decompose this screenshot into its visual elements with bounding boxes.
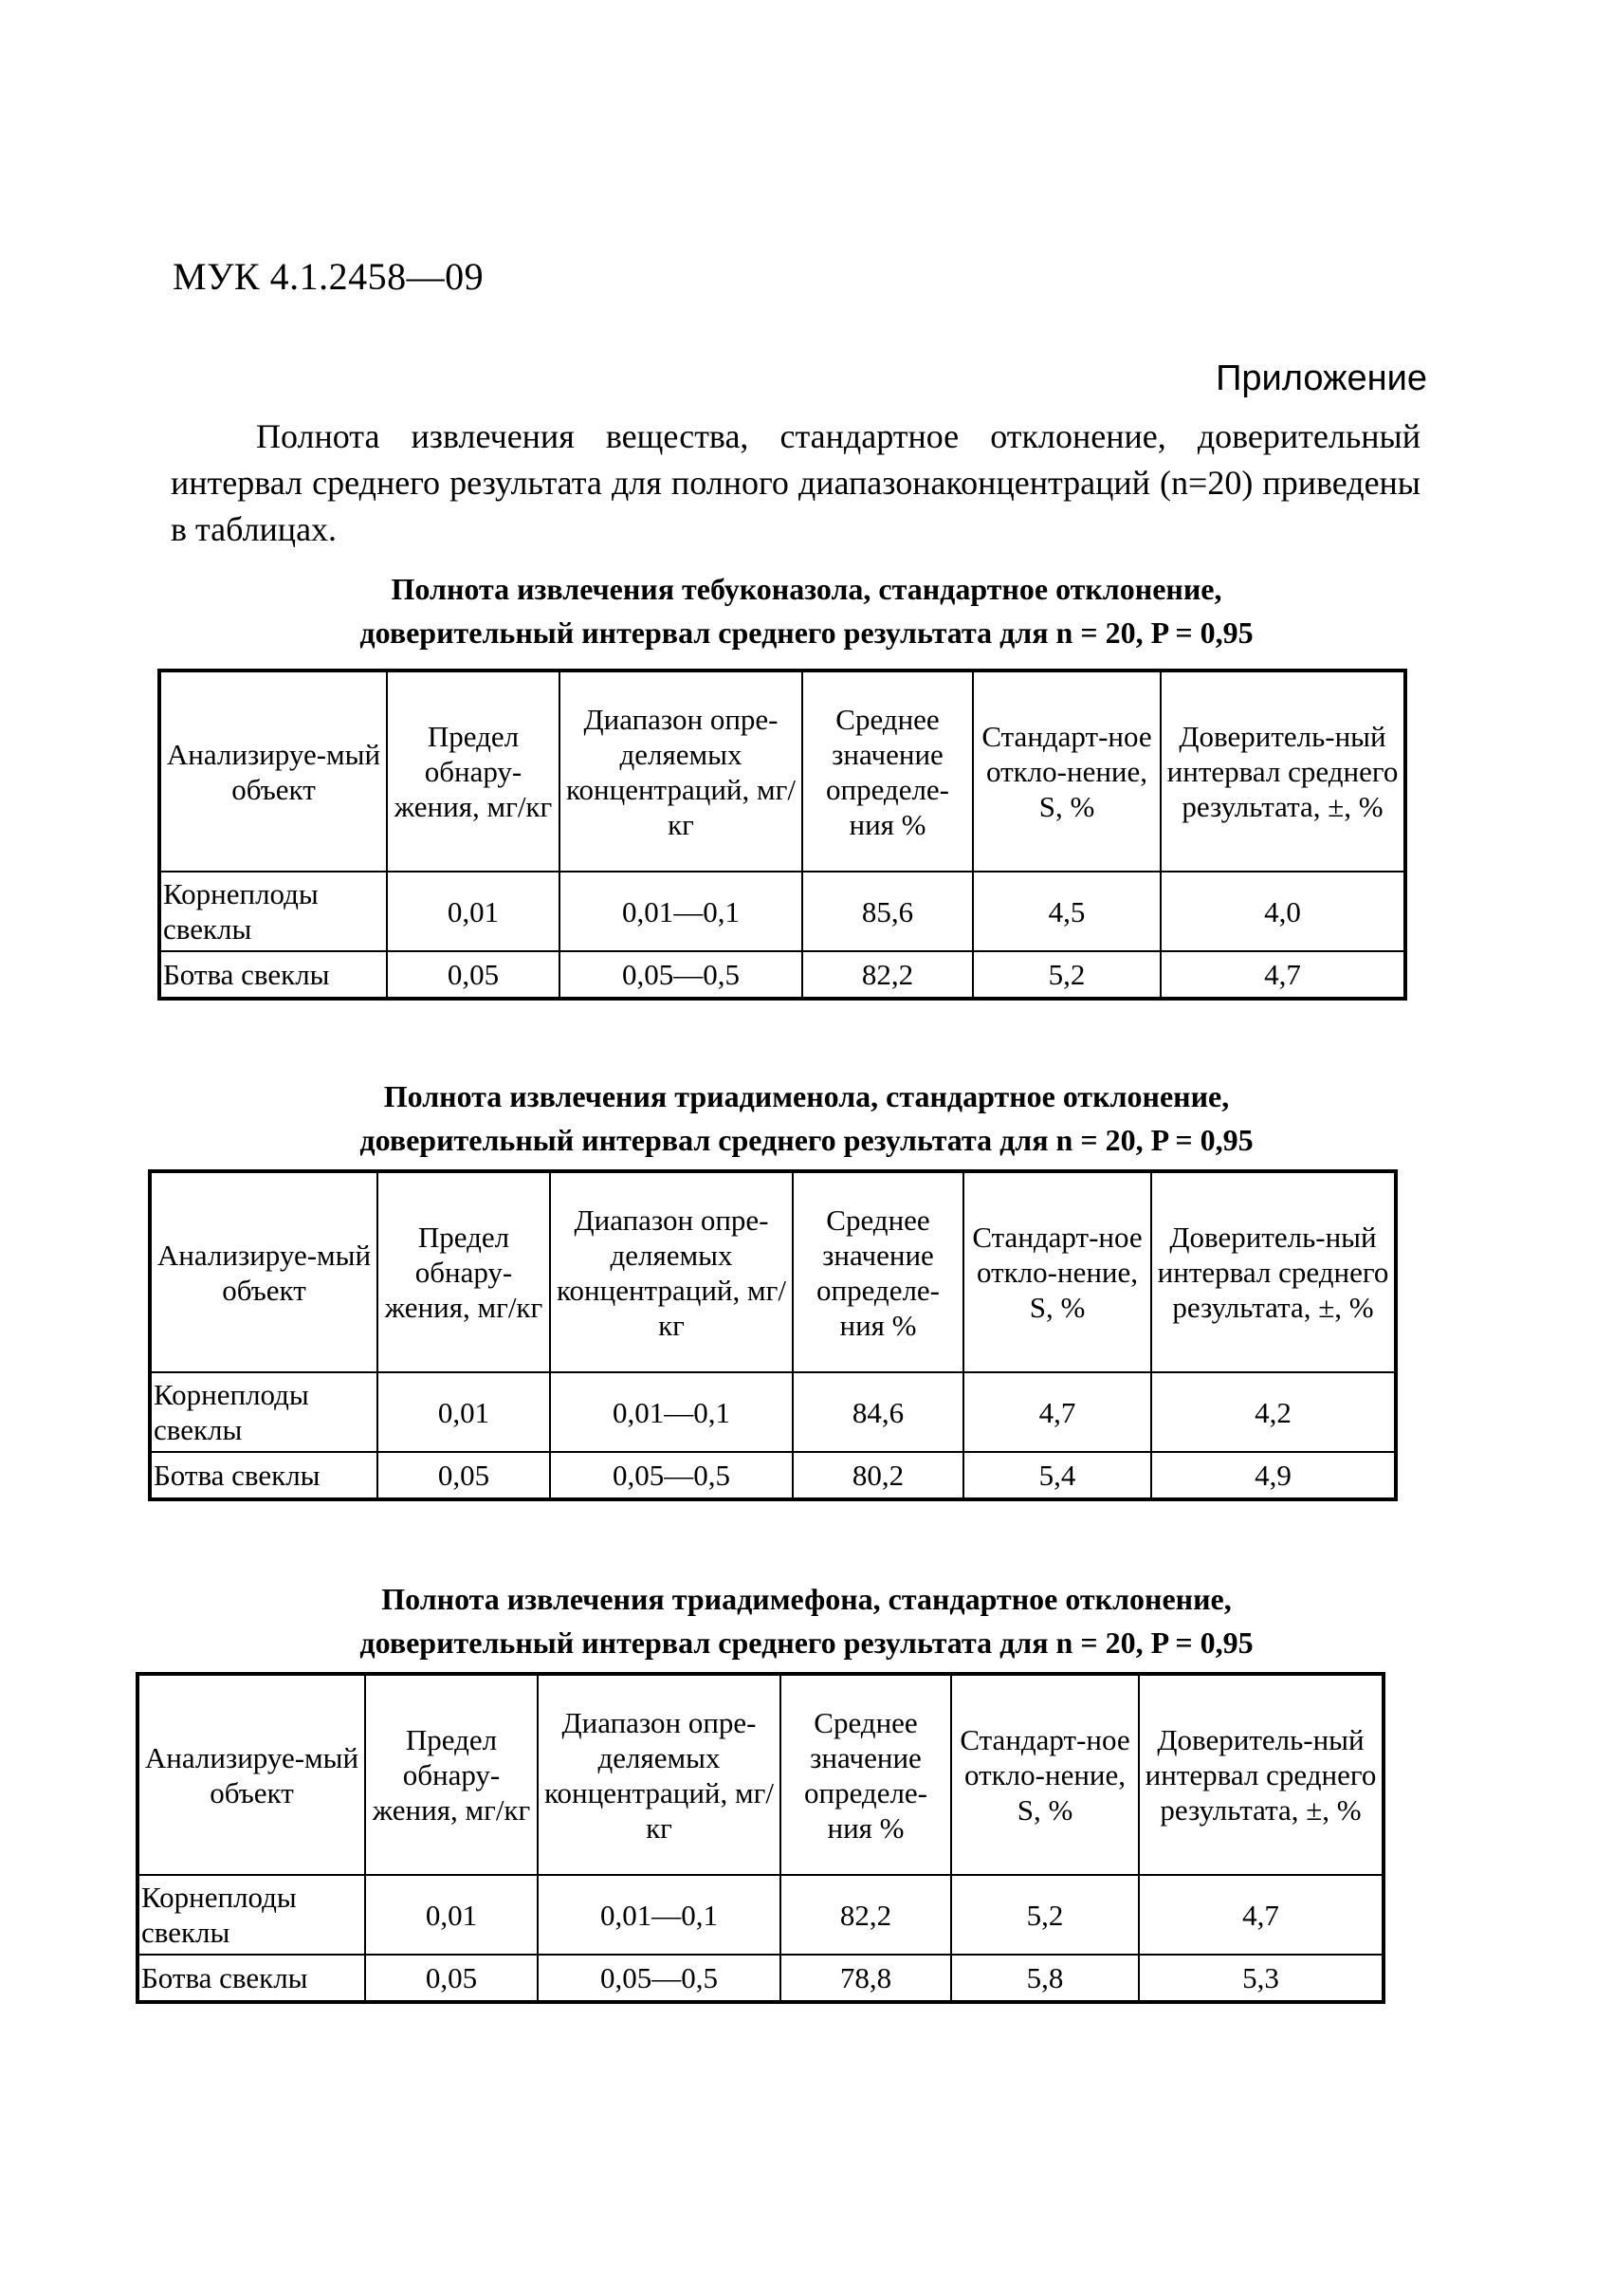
table-header-row <box>159 670 1405 872</box>
column-header: Предел обнару-жения, мг/кг <box>387 670 559 872</box>
table-cell: 82,2 <box>780 1875 951 1955</box>
column-header: Диапазон опре-деляемых концентраций, мг/кг <box>550 1171 793 1372</box>
column-header: Стандарт-ное откло-нение, S, % <box>973 670 1161 872</box>
table-caption <box>0 1577 1613 1664</box>
table-cell: 0,01 <box>387 872 559 951</box>
table-cell: 4,7 <box>963 1372 1151 1452</box>
results-table <box>157 669 1407 1001</box>
column-header: Доверитель-ный интервал среднего результата, ±, % <box>1151 1171 1396 1372</box>
column-header: Предел обнару-жения, мг/кг <box>365 1674 538 1875</box>
table-cell: 4,7 <box>1139 1875 1384 1955</box>
column-header: Среднее значение определе-ния % <box>793 1171 963 1372</box>
table-cell: 0,05—0,5 <box>559 951 802 999</box>
table-cell: 5,2 <box>951 1875 1139 1955</box>
table-cell: 85,6 <box>802 872 973 951</box>
table-cell: 5,3 <box>1139 1955 1384 2002</box>
results-table <box>148 1169 1398 1501</box>
table-cell: 0,01 <box>377 1372 550 1452</box>
table-cell: 0,01—0,1 <box>559 872 802 951</box>
table-cell: 4,7 <box>1161 951 1405 999</box>
caption-line: Полнота извлечения триадимефона, стандартное отклонение, <box>381 1582 1232 1616</box>
column-header: Доверитель-ный интервал среднего результата, ±, % <box>1161 670 1405 872</box>
table-cell: 4,5 <box>973 872 1161 951</box>
table-cell: Корнеплоды свеклы <box>137 1875 365 1955</box>
table-cell: Корнеплоды свеклы <box>150 1372 377 1452</box>
column-header: Среднее значение определе-ния % <box>802 670 973 872</box>
table-cell: Ботва свеклы <box>137 1955 365 2002</box>
column-header: Доверитель-ный интервал среднего результата, ±, % <box>1139 1674 1384 1875</box>
table-cell: 5,2 <box>973 951 1161 999</box>
table-header-row <box>137 1674 1384 1875</box>
table-cell: Ботва свеклы <box>150 1452 377 1499</box>
table-cell: Ботва свеклы <box>159 951 387 999</box>
table-cell: 80,2 <box>793 1452 963 1499</box>
table-cell: 0,01—0,1 <box>550 1372 793 1452</box>
table-cell: 5,8 <box>951 1955 1139 2002</box>
table-cell: 4,9 <box>1151 1452 1396 1499</box>
caption-line: Полнота извлечения тебуконазола, стандартное отклонение, <box>391 572 1222 606</box>
table-row <box>159 872 1405 951</box>
table-header-row <box>150 1171 1396 1372</box>
caption-line: Полнота извлечения триадименола, стандартное отклонение, <box>383 1079 1230 1113</box>
table-cell: 4,0 <box>1161 872 1405 951</box>
table-cell: 84,6 <box>793 1372 963 1452</box>
table-cell: 78,8 <box>780 1955 951 2002</box>
table-cell: 0,05—0,5 <box>550 1452 793 1499</box>
column-header: Стандарт-ное откло-нение, S, % <box>951 1674 1139 1875</box>
table-cell: 0,05 <box>365 1955 538 2002</box>
column-header: Стандарт-ное откло-нение, S, % <box>963 1171 1151 1372</box>
table-caption <box>0 1075 1613 1162</box>
table-row <box>137 1955 1384 2002</box>
caption-line: доверительный интервал среднего результата для n = 20, P = 0,95 <box>359 1123 1254 1157</box>
intro-paragraph: Полнота извлечения вещества, стандартное отклонение, доверительный интервал среднего результата для полного диапазонаконцентраций (n=20) приведены в таблицах. <box>171 417 1421 548</box>
column-header: Анализируе-мый объект <box>150 1171 377 1372</box>
column-header: Анализируе-мый объект <box>159 670 387 872</box>
table-cell: 82,2 <box>802 951 973 999</box>
caption-line: доверительный интервал среднего результата для n = 20, P = 0,95 <box>359 615 1254 650</box>
column-header: Предел обнару-жения, мг/кг <box>377 1171 550 1372</box>
caption-line: доверительный интервал среднего результата для n = 20, P = 0,95 <box>359 1626 1254 1660</box>
table-cell: 0,05 <box>387 951 559 999</box>
column-header: Диапазон опре-деляемых концентраций, мг/кг <box>538 1674 780 1875</box>
column-header: Анализируе-мый объект <box>137 1674 365 1875</box>
table-cell: 5,4 <box>963 1452 1151 1499</box>
table-row <box>150 1452 1396 1499</box>
table-cell: 0,05—0,5 <box>538 1955 780 2002</box>
table-row <box>150 1372 1396 1452</box>
table-cell: Корнеплоды свеклы <box>159 872 387 951</box>
results-table <box>136 1672 1385 2004</box>
table-cell: 0,01 <box>365 1875 538 1955</box>
document-code: МУК 4.1.2458—09 <box>173 255 485 298</box>
table-cell: 4,2 <box>1151 1372 1396 1452</box>
table-row <box>137 1875 1384 1955</box>
table-caption <box>0 567 1613 654</box>
column-header: Среднее значение определе-ния % <box>780 1674 951 1875</box>
table-cell: 0,05 <box>377 1452 550 1499</box>
column-header: Диапазон опре-деляемых концентраций, мг/кг <box>559 670 802 872</box>
table-cell: 0,01—0,1 <box>538 1875 780 1955</box>
table-row <box>159 951 1405 999</box>
appendix-label: Приложение <box>1216 358 1427 398</box>
